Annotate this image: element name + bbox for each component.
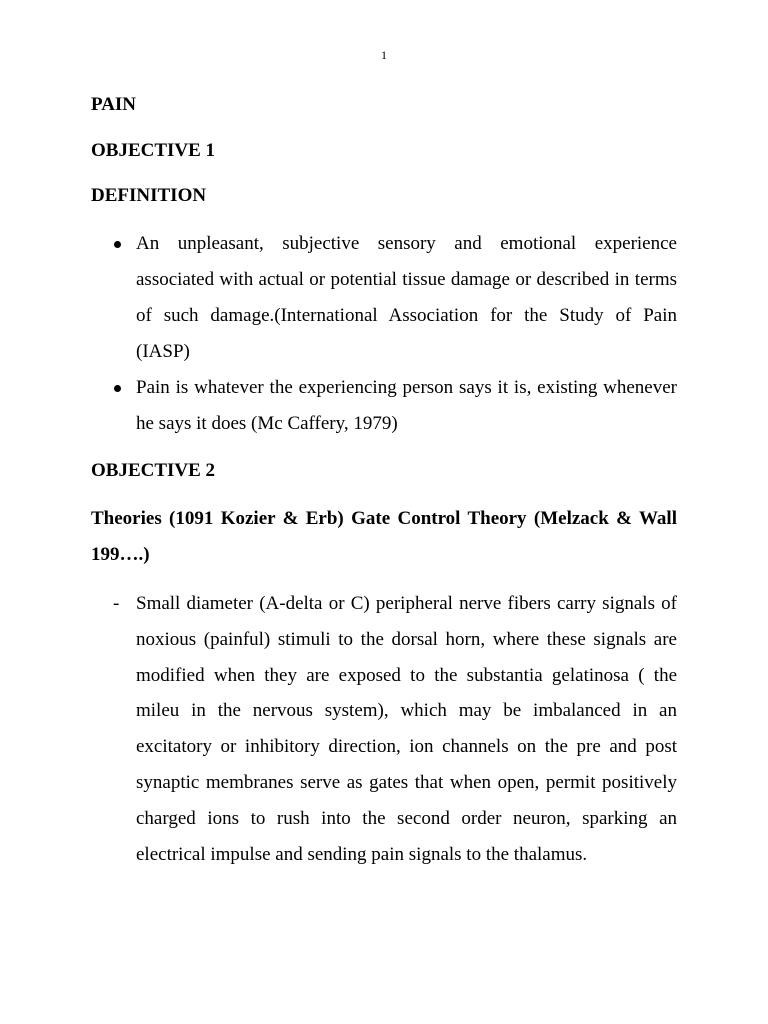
definition-text: An unpleasant, subjective sensory and emotional experience associated with actual or potential tissue damage or described in terms of such damage.(International Association for the Study of Pain (IASP)	[136, 233, 677, 362]
definition-item	[91, 370, 677, 442]
heading-definition: DEFINITION	[91, 185, 207, 206]
heading-objective-2: OBJECTIVE 2	[91, 460, 216, 481]
heading-pain: PAIN	[91, 94, 137, 115]
bullet-icon	[114, 241, 121, 248]
document-body	[91, 89, 677, 872]
definition-item	[91, 226, 677, 370]
page-number: 1	[381, 48, 387, 62]
theory-list-item	[91, 586, 677, 872]
definition-list	[91, 226, 677, 442]
dash-marker: -	[113, 593, 120, 614]
heading-objective-1: OBJECTIVE 1	[91, 140, 216, 161]
definition-text: Pain is whatever the experiencing person says it is, existing whenever he says it does (Mc Caffery, 1979)	[136, 377, 677, 434]
bullet-icon	[114, 385, 121, 392]
theories-heading: Theories (1091 Kozier & Erb) Gate Control Theory (Melzack & Wall 199….)	[91, 508, 677, 565]
theory-text: Small diameter (A-delta or C) peripheral nerve fibers carry signals of noxious (painful) stimuli to the dorsal horn, where these signals are modified when they are exposed to the substantia gelatinosa ( the mileu in the nervous system), which may be imbalanced in an excitatory or inhibitory direction, ion channels on the pre and post synaptic membranes serve as gates that when open, permit positively charged ions to rush into the second order neuron, sparking an electrical impulse and sending pain signals to the thalamus.	[136, 593, 677, 865]
